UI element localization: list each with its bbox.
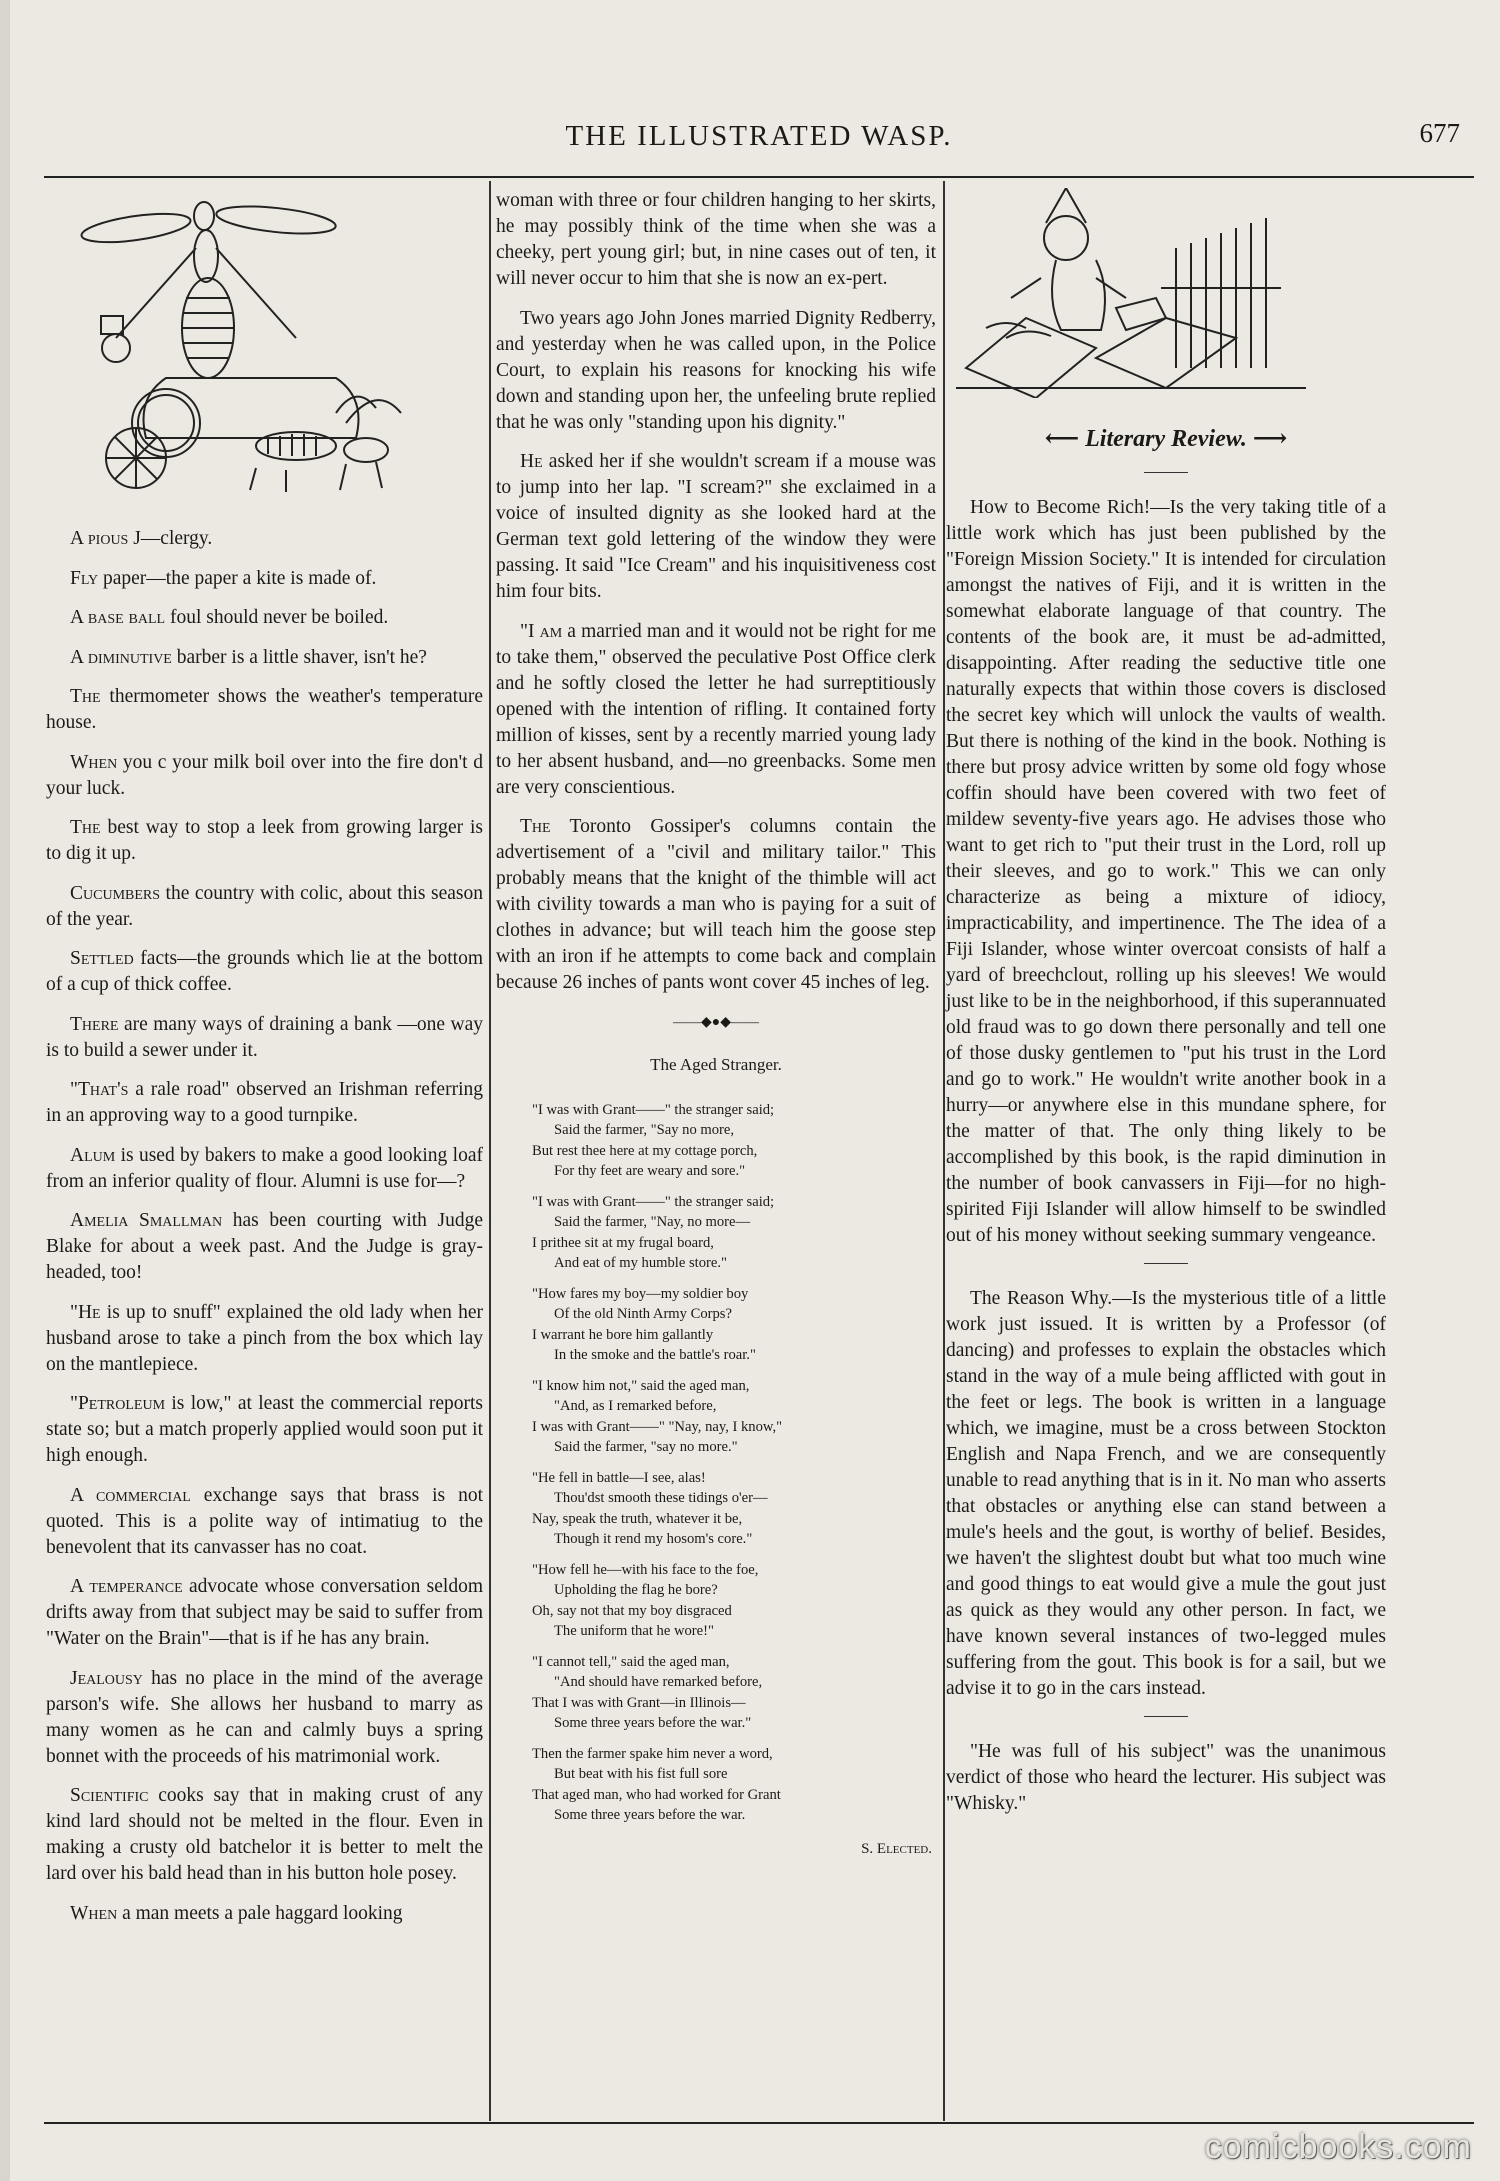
squib-paragraph (46, 1483, 483, 1561)
poem-aged-stranger (496, 1100, 936, 1826)
squib-text: advocate whose conversation seldom drifts away from that subject may be said to suffer from "Water on the Brain"—that is if he has any brain. (46, 1576, 483, 1649)
squib-paragraph (46, 566, 483, 592)
poem-line: Some three years before the war. (554, 1807, 746, 1823)
poem-line: Oh, say not that my boy disgraced (532, 1602, 732, 1619)
squib-lead: A pious (70, 528, 129, 549)
squib-text: the country with colic, about this season of the year. (46, 882, 483, 930)
paragraph-lead: "I am (520, 620, 563, 642)
squib-paragraph (46, 645, 483, 671)
squib-text: are many ways of draining a bank —one way is to build a sewer under it. (46, 1013, 483, 1061)
poem-line: The uniform that he wore!" (554, 1623, 714, 1639)
poem-stanza (496, 1192, 936, 1274)
poem-line: "I was with Grant——" the stranger said; (532, 1101, 775, 1118)
paragraph-text: asked her if she wouldn't scream if a mouse was to jump into her lap. "I scream?" she exclaimed in a voice of insulted dignity as she looked hard at the German text gold lettering of the window they were passing. It said "Ice Cream" and his inquisitiveness cost him four bits. (496, 451, 936, 602)
column-divider-2 (943, 181, 945, 2121)
squib-lead: A temperance (70, 1576, 183, 1597)
paragraph-lead: The (520, 816, 551, 837)
wasp-chariot-illustration (46, 188, 426, 508)
separator-rule (1144, 472, 1188, 473)
squib-text: foul should never be boiled. (165, 607, 389, 628)
squib-text: barber is a little shaver, isn't he? (171, 646, 427, 668)
poem-line: Said the farmer, "say no more." (554, 1439, 738, 1455)
poem-line: Nay, speak the truth, whatever it be, (532, 1510, 743, 1527)
squib-paragraph (46, 881, 483, 933)
poem-line: Said the farmer, "Say no more, (554, 1122, 735, 1138)
squib-text: is used by bakers to make a good looking loaf from an inferior quality of flour. Alumni is use for—? (46, 1144, 483, 1192)
poem-stanza (496, 1468, 936, 1550)
poem-line: "I know him not," said the aged man, (532, 1377, 750, 1394)
poem-line: But beat with his fist full sore (554, 1766, 728, 1782)
poem-line: For thy feet are weary and sore." (554, 1163, 746, 1179)
squib-lead: A diminutive (70, 646, 172, 668)
article-paragraph (496, 188, 936, 292)
poem-line: "He fell in battle—I see, alas! (532, 1469, 706, 1486)
squib-paragraph (46, 605, 483, 631)
page-number: 677 (1419, 118, 1460, 148)
poem-line: Said the farmer, "Nay, no more— (554, 1214, 751, 1230)
poem-line: And eat of my humble store." (554, 1255, 727, 1271)
footer-rule (44, 2122, 1474, 2124)
poem-line: But rest thee here at my cottage porch, (532, 1142, 758, 1159)
squib-text: has been courting with Judge Blake for about a week past. And the Judge is gray-headed, too! (46, 1210, 483, 1283)
poem-line: "I cannot tell," said the aged man, (532, 1653, 730, 1670)
squib-text: exchange says that brass is not quoted. This is a polite way of intimatiug to the benevolent that its canvasser has no coat. (46, 1484, 483, 1558)
squib-paragraph (46, 750, 483, 802)
squib-lead: Cucumbers (70, 882, 161, 904)
column-1 (46, 188, 483, 1940)
header-rule (44, 176, 1474, 178)
squib-lead: There (70, 1013, 119, 1035)
squib-paragraph (46, 1012, 483, 1064)
article-paragraph (496, 449, 936, 605)
squib-text: a rale road" observed an Irishman referring in an approving way to a good turnpike. (46, 1079, 483, 1126)
poem-line: I was with Grant——" "Nay, nay, I know," (532, 1418, 783, 1435)
column-2 (496, 188, 936, 1862)
squib-text: you c your milk boil over into the fire don't d your luck. (46, 751, 483, 799)
squib-text: paper—the paper a kite is made of. (98, 567, 377, 589)
poem-stanza (496, 1560, 936, 1642)
poem-stanza (496, 1100, 936, 1182)
paragraph-lead: He (520, 451, 543, 472)
squib-lead: The (70, 817, 101, 838)
review-how-to-become-rich: How to Become Rich!—Is the very taking title of a little work which has just been published by the "Foreign Mission Society." It is intended for circulation amongst the natives of Fiji, and it is written in the somewhat elaborate language of that country. The contents of the book are, it must be ad-admitted, disappointing. After reading the seductive title one naturally expects that within those covers is disclosed the secret key which will unlock the vaults of wealth. But there is nothing of the kind in the book. Nothing is there but prosy advice written by some old fogy whose coffin should have been covered with two feet of mildew seventy-five years ago. He advises those who want to get rich to "put their trust in the Lord, roll up their sleeves, and go to work." This we can only characterize as being a mixture of idiocy, impracticability, and impertinence. The The idea of a Fiji Islander, whose winter overcoat consists of half a yard of breechclout, rolling up his sleeves! We would just like to be in the neighborhood, if this superannuated old fraud was to go down there personally and tell one of those dusky gentlemen to "put his trust in the Lord and go to work." He wouldn't write another book in a hurry—or anywhere else in this mundane sphere, for the matter of that. The only thing likely to be accomplished by this book, is the rapid diminution in the number of book canvassers in Fiji—for no high-spirited Fiji Islander will allow himself to be swindled out of his money without seeking summary vengeance. (946, 497, 1386, 1246)
paragraph-text: Toronto Gossiper's columns contain the advertisement of a "civil and military tailor." This probably means that the knight of the thimble will act with civility towards a man who is paying for a suit of clothes in advance; but will teach him the goose step with an iron if he attempts to come back and complain because 26 inches of pants wont cover 45 inches of leg. (496, 816, 936, 993)
squib-lead: When (70, 1902, 118, 1924)
column-2-paragraphs (496, 188, 936, 996)
squib-paragraph (46, 946, 483, 998)
squib-text: thermometer shows the weather's temperature house. (46, 686, 483, 733)
squib-paragraph (46, 815, 483, 867)
squib-paragraph (46, 1143, 483, 1195)
squib-lead: "He (70, 1301, 101, 1323)
squib-text: has no place in the mind of the average parson's wife. She allows her husband to marry as many women as he can and calmly buys a spring bonnet with the proceeds of his matrimonial work. (46, 1667, 483, 1767)
squib-text: is up to snuff" explained the old lady when her husband arose to take a pinch from the box which lay on the mantlepiece. (46, 1301, 483, 1375)
poem-line: Of the old Ninth Army Corps? (554, 1306, 732, 1322)
page-title: THE ILLUSTRATED WASP. (565, 120, 953, 152)
squib-text: J—clergy. (128, 528, 213, 549)
review-the-reason-why: The Reason Why.—Is the mysterious title of a little work just issued. It is written by a Professor (of dancing) and professes to explain the obstacles which stand in the way of a mule being afflicted with gout in the feet or legs. The book is written in a language which, we imagine, must be a cross between Stockton English and Napa French, and we are consequently unable to read anything that is in it. No man who asserts that obstacles or anything else can stand between a mule's heels and the gout, is worthy of belief. Besides, we haven't the slightest doubt but what too much wine and good things to eat would give a mule the gout just as quick as they would any other person. In fact, we have known several instances of two-legged mules suffering from the gout. This book is for a sail, but we advise it to go in the cars instead. (946, 1288, 1386, 1699)
article-paragraph (496, 619, 936, 801)
poem-title: The Aged Stranger. (650, 1054, 782, 1074)
lecturer-joke: "He was full of his subject" was the unanimous verdict of those who heard the lecturer. His subject was "Whisky." (946, 1741, 1386, 1814)
poem-line: Though it rend my hosom's core." (554, 1531, 753, 1547)
squib-paragraph (46, 1901, 483, 1927)
poem-line: "How fell he—with his face to the foe, (532, 1561, 759, 1578)
squib-text: facts—the grounds which lie at the bottom of a cup of thick coffee. (46, 948, 483, 995)
poem-line: Then the farmer spake him never a word, (532, 1745, 773, 1762)
poem-stanza (496, 1652, 936, 1734)
poem-stanza (496, 1376, 936, 1458)
squib-lead: When (70, 751, 118, 773)
poem-line: In the smoke and the battle's roar." (554, 1347, 756, 1363)
squib-paragraph (46, 1783, 483, 1887)
squib-lead: Scientific (70, 1785, 149, 1806)
squib-lead: Alum (70, 1144, 116, 1166)
squib-lead: "Petroleum (70, 1393, 166, 1414)
separator-rule (1144, 1716, 1188, 1717)
squib-lead: Fly (70, 567, 99, 589)
squib-paragraph (46, 1208, 483, 1286)
squib-paragraph (46, 526, 483, 552)
squib-lead: A base ball (70, 607, 166, 628)
watermark-logo: comicbooks.com (1204, 2128, 1472, 2166)
squib-lead: "That's (70, 1079, 129, 1100)
column-3 (946, 188, 1386, 1831)
page-header (44, 118, 1474, 158)
poem-line: "I was with Grant——" the stranger said; (532, 1193, 775, 1210)
squib-paragraph (46, 1391, 483, 1469)
paragraph-text: Two years ago John Jones married Dignity Redberry, and yesterday when he was called upon, in the Police Court, to explain his reasons for knocking his wife down and standing upon her, the unfeeling brute replied that he was only "standing upon his dignity." (496, 307, 936, 433)
poem-line: "And should have remarked before, (554, 1674, 763, 1690)
paragraph-text: a married man and it would not be right for me to take them," observed the peculative Post Office clerk and he softly closed the letter he had surreptitiously opened with the intention of rifling. It contained forty million of kisses, sent by a recently married young lady to her absent husband, and—no greenbacks. Some men are very conscientious. (496, 620, 936, 798)
poem-line: "And, as I remarked before, (554, 1398, 717, 1414)
section-ornament: ——◆●◆—— (673, 1014, 759, 1030)
poem-line: I prithee sit at my frugal board, (532, 1234, 714, 1251)
poem-line: "How fares my boy—my soldier boy (532, 1285, 749, 1302)
squib-paragraph (46, 684, 483, 736)
squib-lead: The (70, 686, 101, 707)
squib-paragraph (46, 1666, 483, 1770)
poem-stanza (496, 1284, 936, 1366)
squib-text: a man meets a pale haggard looking (117, 1902, 403, 1924)
poem-line: Upholding the flag he bore? (554, 1582, 718, 1598)
page-edge (0, 0, 10, 2181)
paragraph-text: woman with three or four children hanging to her skirts, he may possibly think of the time when she was a cheeky, pert young girl; but, in nine cases out of ten, it will never occur to him that she is now an ex-pert. (496, 190, 936, 289)
literary-review-heading: ⟵ Literary Review. ⟶ (1044, 426, 1288, 452)
squib-lead: Settled (70, 948, 134, 969)
poem-line: That I was with Grant—in Illinois— (532, 1694, 746, 1711)
squib-lead: Jealousy (70, 1667, 143, 1689)
separator-rule (1144, 1263, 1188, 1264)
article-paragraph (496, 306, 936, 436)
column-divider-1 (489, 181, 491, 2121)
squib-paragraph (46, 1574, 483, 1652)
poem-line: Thou'dst smooth these tidings o'er— (554, 1490, 768, 1506)
poem-line: I warrant he bore him gallantly (532, 1326, 714, 1343)
squib-paragraph (46, 1300, 483, 1378)
squib-text: cooks say that in making crust of any kind lard should not be melted in the flour. Even in making a crusty old batchelor it is better to melt the lard over his bald head than in his button hole posey. (46, 1785, 483, 1884)
poem-signature: S. Elected. (861, 1840, 932, 1857)
gnome-reading-books-illustration (946, 188, 1306, 398)
squib-paragraph (46, 1077, 483, 1129)
poem-stanza (496, 1744, 936, 1826)
article-paragraph (496, 814, 936, 996)
squib-lead: Amelia Smallman (70, 1210, 223, 1231)
squib-text: best way to stop a leek from growing larger is to dig it up. (46, 817, 483, 864)
poem-line: That aged man, who had worked for Grant (532, 1786, 781, 1803)
poem-line: Some three years before the war." (554, 1715, 752, 1731)
squib-text: is low," at least the commercial reports state so; but a match properly applied would soon put it high enough. (46, 1393, 483, 1466)
squib-lead: A commercial (70, 1484, 191, 1506)
